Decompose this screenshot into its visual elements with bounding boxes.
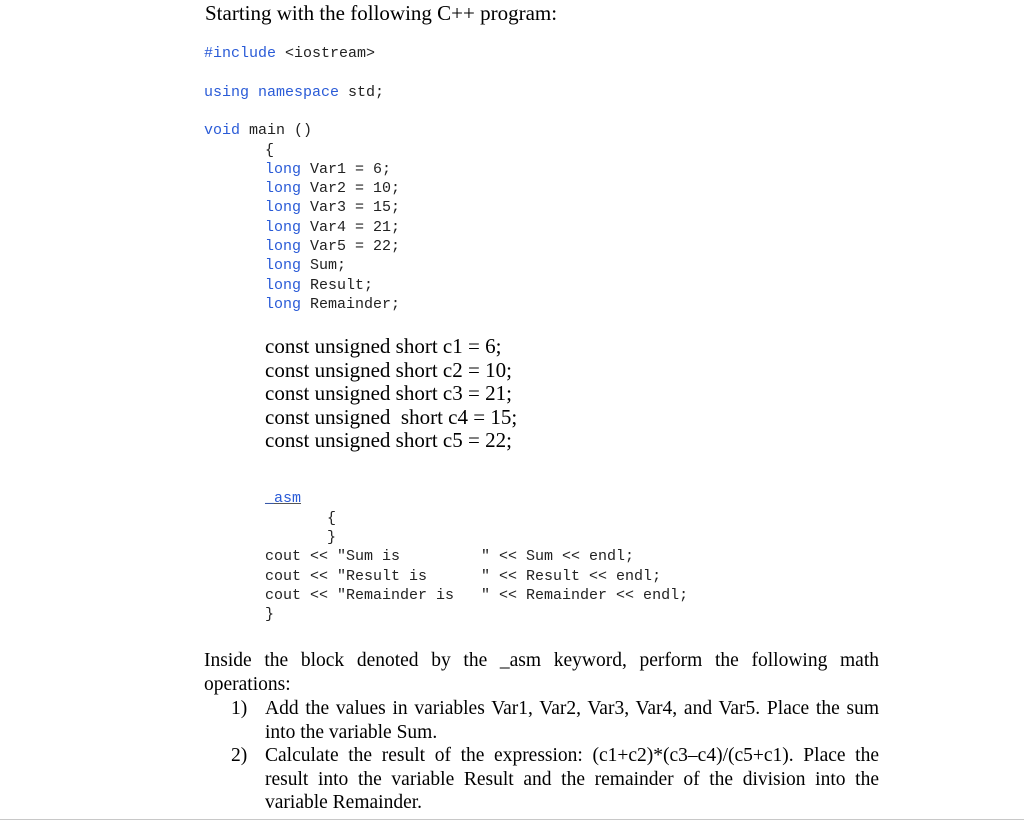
decl-text: Var2 = 10; — [301, 180, 401, 197]
decl-text: Var1 = 6; — [301, 161, 392, 178]
page-divider — [0, 819, 1024, 820]
decl-text: Var5 = 22; — [301, 238, 401, 255]
instructions-paragraph: Inside the block denoted by the _asm keyword, perform the following math operations: — [204, 650, 879, 695]
intro-heading: Starting with the following C++ program: — [205, 1, 558, 25]
const-line: const unsigned short c3 = 21; — [265, 381, 512, 405]
asm-keyword: _asm — [265, 490, 302, 507]
using-keyword: using namespace — [204, 84, 340, 101]
cout-line: cout << "Sum is " << Sum << endl; — [265, 548, 635, 565]
step-text: Calculate the result of the expression: (c1+c2)*(c3–c4)/(c5+c1). Place the result into the variable Result and the remainder of the division into the variable Remainder. — [265, 745, 879, 813]
decl-line — [265, 160, 391, 180]
cout-line: cout << "Remainder is " << Remainder << endl; — [265, 587, 689, 604]
long-keyword: long — [265, 199, 302, 216]
instructions-list — [231, 697, 879, 815]
decl-text: Remainder; — [301, 296, 401, 313]
main-name: main () — [240, 122, 313, 139]
void-keyword: void — [204, 122, 241, 139]
list-item — [231, 697, 879, 744]
long-keyword: long — [265, 296, 302, 313]
decl-line — [265, 179, 400, 199]
main-close-brace: } — [265, 606, 275, 623]
decl-line — [265, 295, 400, 315]
long-keyword: long — [265, 277, 302, 294]
main-open-brace: { — [265, 142, 275, 159]
long-keyword: long — [265, 238, 302, 255]
long-keyword: long — [265, 257, 302, 274]
long-keyword: long — [265, 161, 302, 178]
decl-text: Var4 = 21; — [301, 219, 401, 236]
include-target: <iostream> — [276, 45, 376, 62]
decl-text: Sum; — [301, 257, 347, 274]
step-text: Add the values in variables Var1, Var2, Var3, Var4, and Var5. Place the sum into the variable Sum. — [265, 698, 879, 743]
decl-line — [265, 218, 400, 238]
asm-open-brace: { — [327, 510, 337, 527]
using-target: std; — [339, 84, 385, 101]
decl-text: Var3 = 15; — [301, 199, 401, 216]
decl-line — [265, 237, 400, 257]
include-keyword: #include — [204, 45, 277, 62]
const-line: const unsigned short c2 = 10; — [265, 358, 512, 382]
decl-line — [265, 256, 346, 276]
step-number: 1) — [231, 698, 248, 719]
list-item — [231, 744, 879, 815]
const-line: const unsigned short c1 = 6; — [265, 334, 502, 358]
step-number: 2) — [231, 745, 248, 766]
include-line — [204, 44, 375, 64]
main-signature — [204, 121, 312, 141]
asm-close-brace: } — [327, 529, 337, 546]
decl-line — [265, 276, 373, 296]
decl-line — [265, 198, 400, 218]
long-keyword: long — [265, 219, 302, 236]
long-keyword: long — [265, 180, 302, 197]
cout-line: cout << "Result is " << Result << endl; — [265, 568, 662, 585]
const-line: const unsigned short c5 = 22; — [265, 428, 512, 452]
decl-text: Result; — [301, 277, 374, 294]
using-line — [204, 83, 384, 103]
const-line: const unsigned short c4 = 15; — [265, 405, 518, 429]
